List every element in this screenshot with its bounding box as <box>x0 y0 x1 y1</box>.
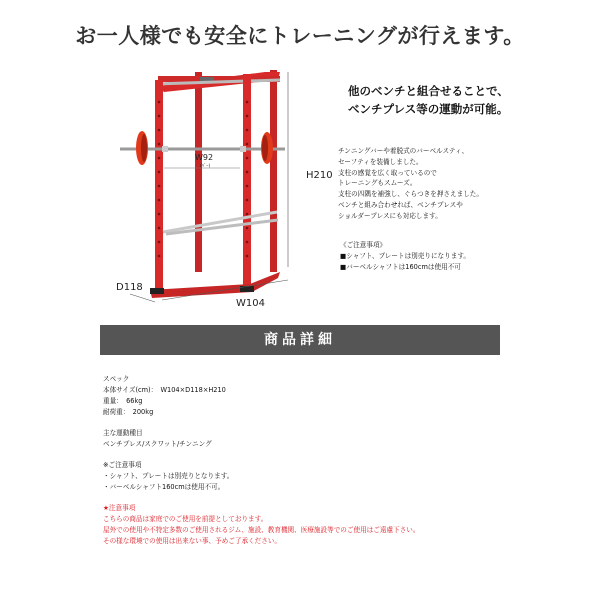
depth-dimension-line <box>130 294 155 302</box>
feature-description-line: トレーニングもスムーズ。 <box>338 179 417 188</box>
caution-item: ・バーベルシャフト160cmは使用不可。 <box>103 483 225 491</box>
rack-bottom-frame <box>150 272 280 298</box>
foot-left <box>150 288 164 294</box>
exercise-heading: 主な運動種目 <box>103 429 143 437</box>
barbell-hook-left <box>162 146 168 152</box>
feature-description-line: ショルダープレスにも対応します。 <box>338 211 442 220</box>
power-rack-image <box>100 62 320 307</box>
spec-heading: スペック <box>103 375 130 383</box>
height-dimension-label: H210 <box>306 170 333 181</box>
side-notice-line: ■バーベルシャフトは160cmは使用不可 <box>340 263 461 271</box>
product-details-band: 商品詳細 <box>100 325 500 355</box>
feature-description-line: 支柱の感覚を広く取っているので <box>338 168 437 177</box>
feature-title-line: 他のベンチと組合せることで、 <box>348 84 509 98</box>
rack-back-right-post <box>270 70 277 272</box>
feature-description-line: ベンチと組み合わせれば、ベンチプレスや <box>338 200 463 209</box>
side-notice-line: 《ご注意事項》 <box>340 241 387 249</box>
caution-item: ・シャフト、プレートは別売りとなります。 <box>103 472 234 480</box>
spec-size: 本体サイズ(cm)： W104×D118×H210 <box>103 386 226 394</box>
rack-front-right-post <box>243 74 251 292</box>
page-headline: お一人様でも安全にトレーニングが行えます。 <box>75 24 525 48</box>
foot-right <box>240 286 254 292</box>
feature-description-line: 支柱の四隅を補強し、ぐらつきを押さえました。 <box>338 190 483 199</box>
exercise-list: ベンチプレス/スクワット/チンニング <box>103 440 212 448</box>
side-notice-line: ■シャフト、プレートは別売りになります。 <box>340 252 470 260</box>
warning-heading: ★注意事項 <box>103 504 136 512</box>
inner-width-note: (ﾊﾞｰ) <box>200 164 211 169</box>
spec-weight: 重量： 66kg <box>103 397 143 405</box>
caution-heading: ※ご注意事項 <box>103 461 142 469</box>
depth-dimension-label: D118 <box>116 282 143 293</box>
feature-description-line: セーフティを装備しました。 <box>338 157 423 166</box>
spec-section <box>103 374 419 547</box>
side-notice <box>340 240 470 273</box>
feature-title <box>348 82 509 118</box>
rack-back-left-post <box>195 72 202 272</box>
feature-title-line: ベンチプレス等の運動が可能。 <box>348 102 509 116</box>
feature-description-line: チンニングバーや着脱式のバーベルスティ、 <box>338 147 469 155</box>
warning-line: こちらの商品は家庭でのご使用を前提としております。 <box>103 515 268 523</box>
width-dimension-label: W104 <box>236 298 265 309</box>
warning-line: 屋外での使用や不特定多数のご使用されるジム、施設、教育機関、医療施設等でのご使用はご遠慮下さい。 <box>103 526 420 534</box>
spec-load: 耐荷重： 200kg <box>103 408 154 416</box>
warning-line: その様な環境での使用は出来ない事、予めご了承ください。 <box>103 537 282 545</box>
inner-width-label: W92 <box>195 153 214 162</box>
barbell-hook-right <box>240 146 246 152</box>
feature-description <box>338 146 483 222</box>
